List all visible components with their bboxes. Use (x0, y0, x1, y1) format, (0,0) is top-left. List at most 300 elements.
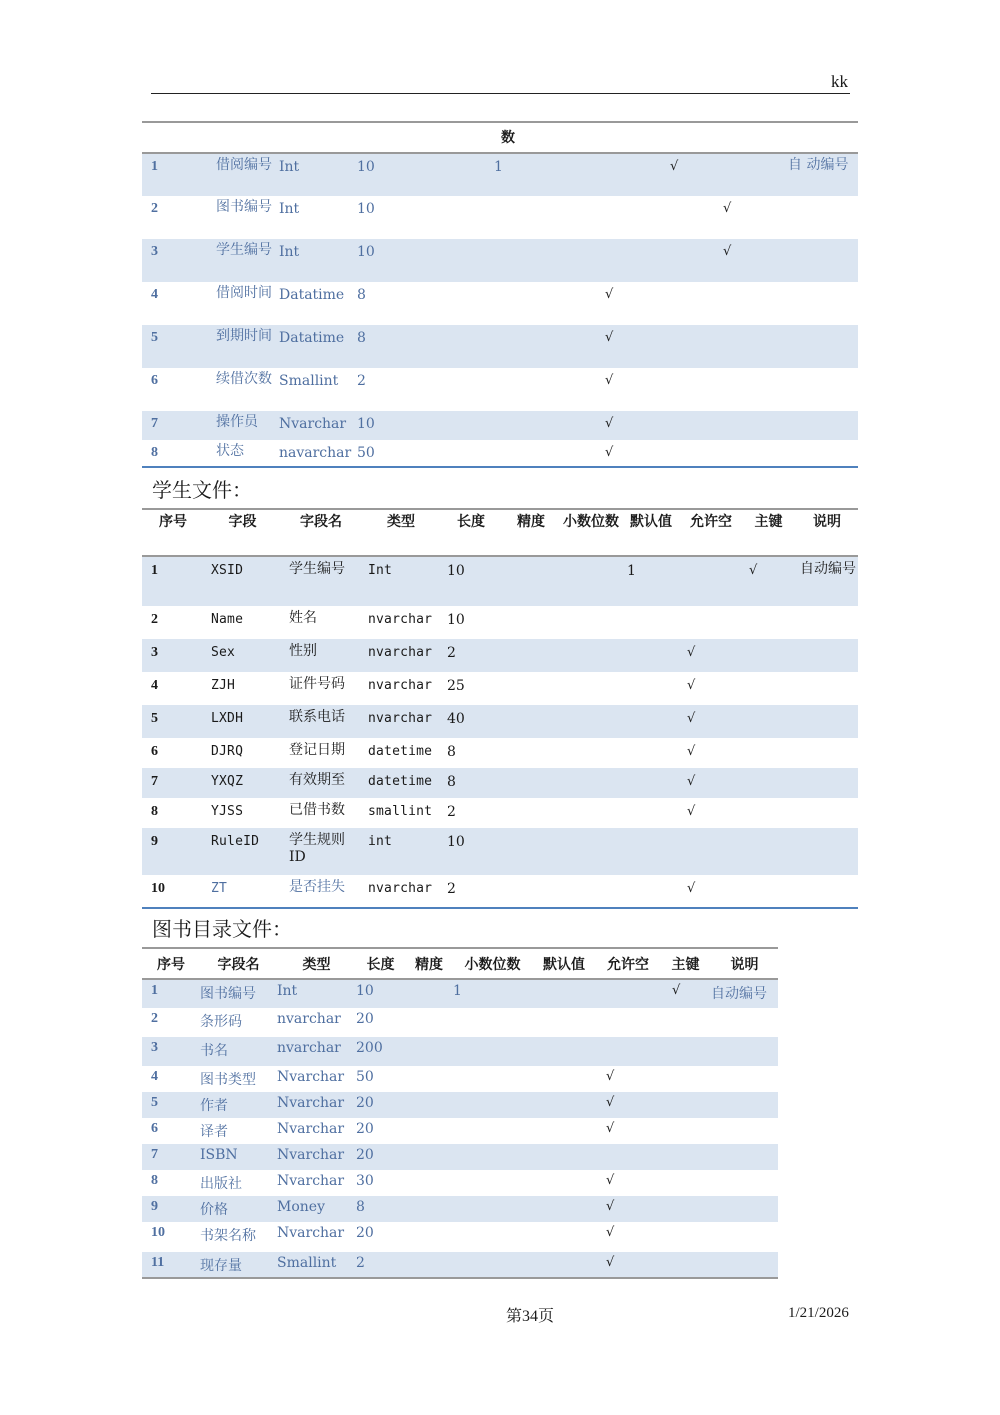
default-value (621, 875, 681, 908)
row-number: 4 (151, 287, 158, 302)
row-number: 7 (142, 411, 216, 440)
field-type: nvarchar (361, 639, 441, 672)
field-length: 8 (357, 287, 366, 303)
row-number: 9 (142, 828, 204, 875)
description (796, 768, 858, 798)
nullable-check: √ (605, 373, 614, 388)
nullable-check (681, 606, 741, 639)
precision-cell (412, 239, 482, 282)
precision-cell (405, 1066, 453, 1092)
table-row (142, 196, 858, 239)
table-row (142, 738, 858, 768)
table-row (142, 672, 858, 705)
table-row (142, 282, 858, 325)
page-number: 第34页 (506, 1308, 555, 1325)
field-name: 作者 (200, 1092, 277, 1118)
field-type: nvarchar (277, 1011, 341, 1027)
field-length: 10 (447, 612, 465, 628)
row-number: 5 (142, 325, 216, 368)
description (778, 368, 858, 411)
row-number: 1 (142, 979, 200, 1008)
nullable-check: √ (681, 705, 741, 738)
field-type: nvarchar (277, 1037, 356, 1066)
decimals-cell (561, 768, 621, 798)
description (796, 672, 858, 705)
row-number: 9 (142, 1196, 200, 1222)
primary-key-check (660, 1092, 711, 1118)
table-row (142, 1144, 778, 1170)
row-number: 2 (151, 1011, 158, 1026)
table-row (142, 411, 858, 440)
borrow-header-cell: 数 (501, 130, 515, 146)
decimals-cell (545, 440, 605, 467)
nullable-check: √ (596, 1196, 660, 1222)
default-value (621, 828, 681, 875)
table-row (142, 440, 858, 467)
primary-key-check (741, 672, 796, 705)
description (778, 196, 858, 239)
field-name: 学生编号 (281, 556, 361, 606)
table-row (142, 1008, 778, 1037)
nullable-check (596, 1037, 660, 1066)
decimals-cell (532, 1092, 596, 1118)
field-name: 现存量 (200, 1252, 277, 1278)
field-type: Nvarchar (279, 411, 357, 440)
decimals-cell (561, 672, 621, 705)
description: 自 动编号 (778, 153, 858, 196)
column-header: 默认值 (543, 957, 585, 973)
decimals-cell (561, 828, 621, 875)
description (711, 1252, 778, 1278)
description (796, 828, 858, 875)
field-length: 25 (447, 678, 465, 694)
header-rule (151, 93, 850, 94)
decimals-cell (532, 1196, 596, 1222)
precision-cell (405, 1252, 453, 1278)
row-number: 10 (151, 881, 165, 896)
nullable-check (681, 828, 741, 875)
field-length: 10 (357, 239, 412, 282)
primary-key-check (741, 639, 796, 672)
precision-cell (501, 556, 561, 606)
default-value (453, 1170, 532, 1196)
decimals-cell (532, 1066, 596, 1092)
precision-cell (501, 606, 561, 639)
nullable-check (605, 153, 670, 196)
field-length: 8 (441, 768, 501, 798)
default-value (621, 606, 681, 639)
field-length: 8 (357, 325, 412, 368)
precision-cell (405, 1092, 453, 1118)
field-type: smallint (368, 804, 433, 819)
field-name: 操作员 (216, 411, 279, 440)
table-row (142, 368, 858, 411)
decimals-cell (532, 1037, 596, 1066)
field-length: 200 (356, 1037, 405, 1066)
description (778, 325, 858, 368)
nullable-check: √ (606, 1121, 615, 1136)
decimals-cell (545, 368, 605, 411)
table-row (142, 705, 858, 738)
column-header: 字段 (228, 514, 257, 530)
column-header: 说明 (730, 957, 759, 973)
decimals-cell (532, 1170, 596, 1196)
field-name: 图书编号 (200, 979, 277, 1008)
default-value (621, 639, 681, 672)
field-code: ZT (211, 881, 228, 896)
precision-cell (501, 639, 561, 672)
decimals-cell (545, 153, 605, 196)
table-row (142, 239, 858, 282)
book-table-header (142, 948, 778, 979)
primary-key-check (741, 875, 796, 908)
decimals-cell (532, 1144, 596, 1170)
precision-cell (501, 768, 561, 798)
default-value (453, 1008, 532, 1037)
primary-key-check (660, 1118, 711, 1144)
table-row (142, 639, 858, 672)
table-row (142, 153, 858, 196)
description (711, 1170, 778, 1196)
table-row (142, 828, 858, 875)
decimals-cell (561, 705, 621, 738)
precision-cell (412, 411, 482, 440)
field-code: Sex (204, 639, 281, 672)
field-name: 书名 (200, 1037, 277, 1066)
decimals-cell (532, 1222, 596, 1252)
decimals-cell (561, 606, 621, 639)
nullable-check: √ (605, 445, 614, 460)
foreign-key-check: √ (723, 201, 732, 216)
description (796, 705, 858, 738)
table-row (142, 606, 858, 639)
field-type: Int (279, 239, 357, 282)
field-length: 20 (356, 1144, 405, 1170)
table-row (142, 325, 858, 368)
column-header: 长度 (457, 514, 485, 530)
row-number: 1 (142, 556, 204, 606)
field-length: 50 (357, 445, 375, 461)
field-length: 8 (447, 744, 456, 760)
default-value (453, 1066, 532, 1092)
decimals-cell (545, 239, 605, 282)
primary-key-check (741, 738, 796, 768)
field-length: 2 (447, 804, 456, 820)
precision-cell (501, 828, 561, 875)
precision-cell (412, 153, 482, 196)
field-name: 书架名称 (200, 1228, 256, 1244)
column-header: 精度 (415, 957, 443, 973)
primary-key-check (670, 196, 723, 239)
nullable-check (596, 979, 660, 1008)
foreign-key-check (723, 440, 778, 467)
field-type: datetime (361, 768, 441, 798)
field-type: Nvarchar (277, 1121, 345, 1137)
field-name: 到期时间 (216, 325, 279, 368)
description (796, 798, 858, 828)
field-length: 2 (447, 881, 456, 897)
default-value (482, 440, 545, 467)
field-name: 出版社 (200, 1176, 242, 1192)
column-header: 精度 (517, 514, 545, 530)
nullable-check (681, 556, 741, 606)
primary-key-check: √ (670, 153, 723, 196)
field-length: 2 (441, 639, 501, 672)
nullable-check (596, 1008, 660, 1037)
row-number: 2 (151, 201, 158, 216)
field-name: 价格 (200, 1196, 277, 1222)
description (778, 440, 858, 467)
description: 自动编号 (796, 556, 858, 606)
column-header: 允许空 (690, 514, 732, 530)
foreign-key-check (723, 282, 778, 325)
field-type: nvarchar (368, 881, 433, 896)
description (778, 239, 858, 282)
book-section-title: 图书目录文件： (152, 917, 292, 941)
row-number: 6 (151, 744, 158, 759)
decimals-cell (561, 556, 621, 606)
nullable-check: √ (596, 1092, 660, 1118)
primary-key-check: √ (741, 556, 796, 606)
field-length: 2 (356, 1252, 405, 1278)
row-number: 7 (142, 1144, 200, 1170)
nullable-check: √ (687, 881, 696, 896)
field-type: Nvarchar (277, 1173, 345, 1189)
description (711, 1196, 778, 1222)
default-value (453, 1118, 532, 1144)
nullable-check: √ (687, 744, 696, 759)
field-type: Int (279, 153, 357, 196)
description (711, 1092, 778, 1118)
column-header: 小数位数 (464, 957, 521, 973)
field-name: 有效期至 (281, 768, 361, 798)
precision-cell (405, 1222, 453, 1252)
table-row (142, 556, 858, 606)
description (796, 875, 858, 908)
field-length: 10 (357, 153, 412, 196)
description (711, 1037, 778, 1066)
row-number: 3 (142, 1037, 200, 1066)
field-name: 联系电话 (281, 705, 361, 738)
primary-key-check: √ (660, 979, 711, 1008)
nullable-check: √ (606, 1173, 615, 1188)
table-row (142, 1252, 778, 1278)
field-length: 10 (441, 556, 501, 606)
table-row (142, 1092, 778, 1118)
default-value (621, 768, 681, 798)
field-length: 50 (356, 1069, 374, 1085)
primary-key-check (660, 1196, 711, 1222)
column-header: 允许空 (607, 957, 649, 973)
field-length: 10 (357, 201, 375, 217)
primary-key-check (660, 1170, 711, 1196)
field-type: Nvarchar (277, 1144, 356, 1170)
field-type: Int (277, 979, 356, 1008)
precision-cell (501, 798, 561, 828)
table-row (142, 768, 858, 798)
precision-cell (405, 1170, 453, 1196)
header-text: kk (831, 72, 848, 91)
nullable-check: √ (687, 678, 696, 693)
primary-key-check (660, 1252, 711, 1278)
field-type: navarchar (279, 445, 352, 461)
table-row (142, 1066, 778, 1092)
default-value (453, 1092, 532, 1118)
column-header: 字段名 (217, 957, 260, 973)
field-length: 20 (356, 1011, 374, 1027)
nullable-check: √ (605, 411, 670, 440)
default-value (621, 798, 681, 828)
nullable-check (605, 239, 670, 282)
row-number: 11 (142, 1252, 200, 1278)
field-name: ISBN (200, 1144, 277, 1170)
decimals-cell (532, 979, 596, 1008)
primary-key-check (670, 368, 723, 411)
primary-key-check (670, 325, 723, 368)
column-header: 默认值 (630, 514, 672, 530)
foreign-key-check (723, 368, 778, 411)
precision-cell (501, 672, 561, 705)
field-name: 续借次数 (216, 371, 272, 387)
default-value (621, 672, 681, 705)
precision-cell (412, 196, 482, 239)
decimals-cell (532, 1008, 596, 1037)
column-header: 类型 (387, 514, 415, 530)
primary-key-check (660, 1222, 711, 1252)
precision-cell (412, 440, 482, 467)
default-value (482, 411, 545, 440)
row-number: 8 (151, 1173, 158, 1188)
primary-key-check (741, 798, 796, 828)
decimals-cell (545, 282, 605, 325)
field-name: 状态 (216, 443, 244, 459)
primary-key-check (741, 828, 796, 875)
field-name: 性别 (281, 639, 361, 672)
field-name: 图书编号 (216, 199, 272, 215)
field-type: Datatime (279, 287, 345, 303)
primary-key-check (741, 705, 796, 738)
field-type: nvarchar (368, 612, 433, 627)
row-number: 5 (142, 705, 204, 738)
nullable-check (596, 1144, 660, 1170)
nullable-check: √ (596, 1252, 660, 1278)
decimals-cell (545, 411, 605, 440)
column-header: 序号 (159, 514, 187, 530)
description: 自动编号 (711, 979, 778, 1008)
student-section-title: 学生文件： (152, 478, 252, 502)
primary-key-check (670, 440, 723, 467)
field-length: 40 (441, 705, 501, 738)
field-length: 10 (357, 411, 412, 440)
column-header: 长度 (366, 957, 395, 973)
field-length: 10 (441, 828, 501, 875)
default-value: 1 (453, 979, 532, 1008)
default-value (453, 1222, 532, 1252)
row-number: 8 (151, 804, 158, 819)
field-name: 借阅时间 (216, 285, 272, 301)
row-number: 6 (151, 373, 158, 388)
field-type: Datatime (279, 325, 357, 368)
default-value (621, 705, 681, 738)
primary-key-check (670, 239, 723, 282)
student-table (142, 508, 858, 909)
table-row (142, 1196, 778, 1222)
table-row (142, 1222, 778, 1252)
row-number: 4 (151, 678, 158, 693)
field-length: 30 (356, 1173, 374, 1189)
foreign-key-check (723, 325, 778, 368)
field-length: 20 (356, 1121, 374, 1137)
default-value (482, 368, 545, 411)
default-value: 1 (621, 556, 681, 606)
field-length: 2 (357, 373, 366, 389)
field-code: YXQZ (204, 768, 281, 798)
decimals-cell (561, 738, 621, 768)
default-value (453, 1037, 532, 1066)
decimals-cell (532, 1118, 596, 1144)
field-length: 8 (356, 1196, 405, 1222)
column-header: 字段名 (300, 514, 342, 530)
field-name: 姓名 (289, 610, 317, 626)
default-value (453, 1252, 532, 1278)
field-type: datetime (368, 744, 433, 759)
field-name: 图书类型 (200, 1072, 256, 1088)
decimals-cell (532, 1252, 596, 1278)
field-name: 学生编号 (216, 239, 279, 282)
field-code: RuleID (204, 828, 281, 875)
precision-cell (501, 875, 561, 908)
primary-key-check (670, 411, 723, 440)
field-length: 20 (356, 1225, 374, 1241)
field-name: 条形码 (200, 1014, 242, 1030)
table-row (142, 1170, 778, 1196)
primary-key-check (660, 1144, 711, 1170)
field-type: Money (277, 1196, 356, 1222)
precision-cell (405, 979, 453, 1008)
precision-cell (501, 738, 561, 768)
nullable-check: √ (606, 1225, 615, 1240)
column-header: 说明 (813, 514, 841, 530)
field-type: nvarchar (368, 678, 433, 693)
field-name: 学生规则ID (281, 828, 361, 875)
table-row (142, 979, 778, 1008)
student-table-header (142, 509, 858, 556)
default-value (482, 282, 545, 325)
field-name: 登记日期 (289, 742, 345, 758)
field-code: ZJH (211, 678, 236, 693)
table-row (142, 798, 858, 828)
default-value (482, 239, 545, 282)
default-value (621, 738, 681, 768)
row-number: 5 (142, 1092, 200, 1118)
field-name: 是否挂失 (289, 879, 345, 895)
description (711, 1008, 778, 1037)
field-type: nvarchar (361, 705, 441, 738)
decimals-cell (561, 798, 621, 828)
description (796, 639, 858, 672)
borrow-table-header (142, 122, 858, 153)
description (778, 282, 858, 325)
field-type: Smallint (279, 373, 339, 389)
field-type: Nvarchar (277, 1225, 345, 1241)
nullable-check: √ (605, 325, 670, 368)
field-code: XSID (204, 556, 281, 606)
table-row (142, 1118, 778, 1144)
field-length: 10 (356, 979, 405, 1008)
precision-cell (405, 1008, 453, 1037)
precision-cell (405, 1118, 453, 1144)
field-name: 借阅编号 (216, 153, 279, 196)
